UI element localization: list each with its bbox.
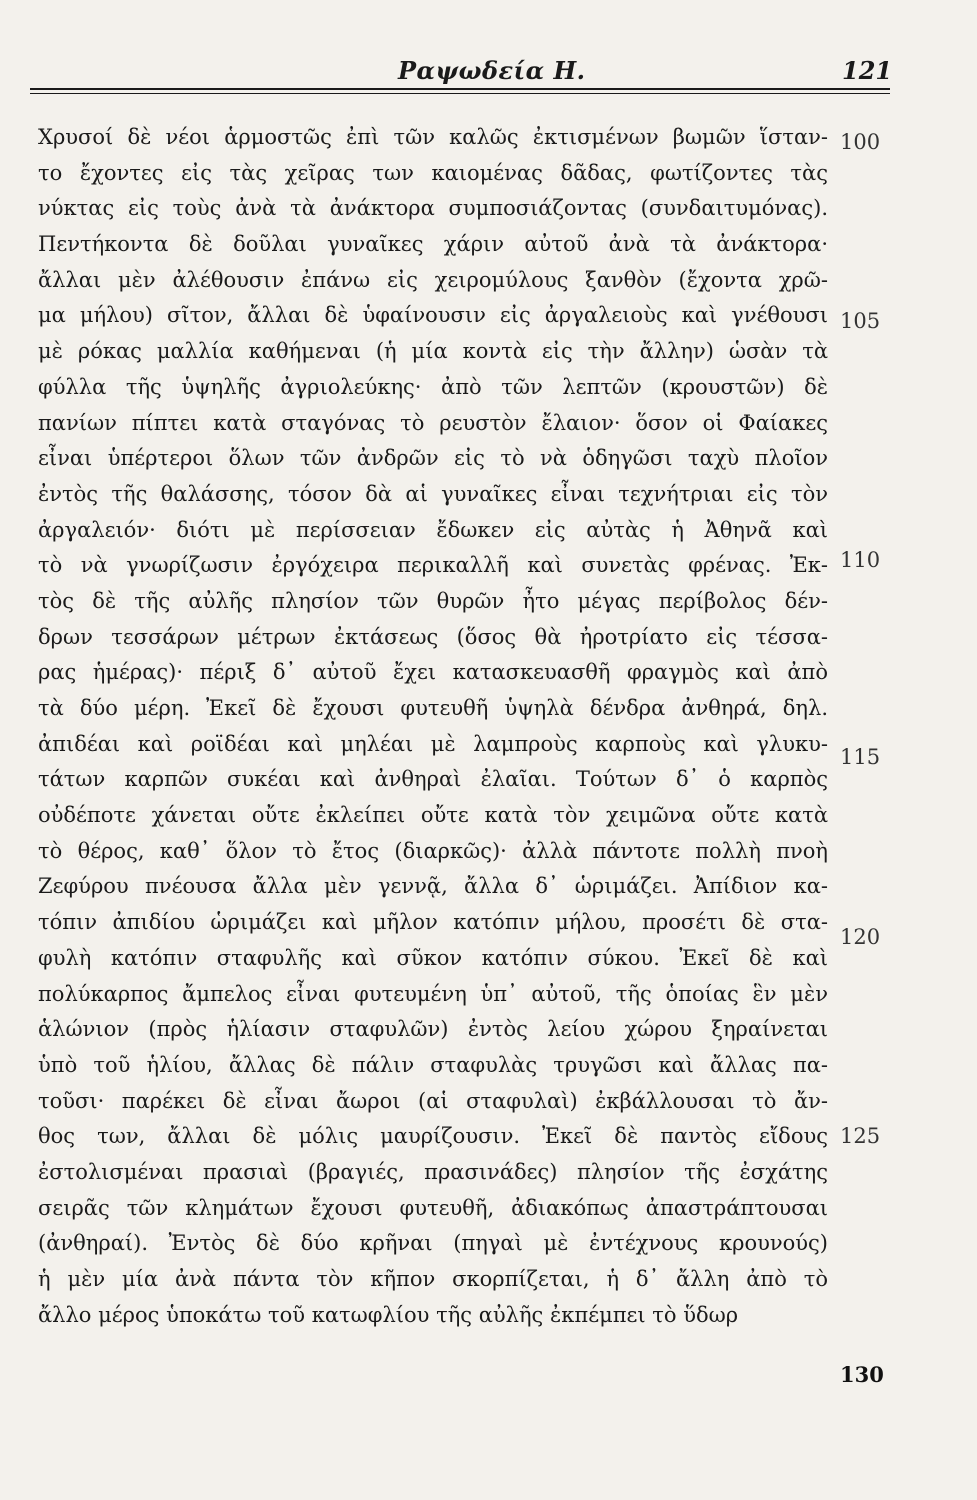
- text-line: τόπιν ἀπιδίου ὡριμάζει καὶ μῆλον κατόπιν μήλου, προσέτι δὲ στα-: [38, 910, 828, 935]
- text-line: ὑπὸ τοῦ ἡλίου, ἄλλας δὲ πάλιν σταφυλὰς τρυγῶσι καὶ ἄλλας πα-: [38, 1052, 828, 1077]
- text-line: ἡ μὲν μία ἀνὰ πάντα τὸν κῆπον σκορπίζεται, ἡ δ᾽ ἄλλη ἀπὸ τὸ: [38, 1267, 828, 1291]
- page-number: 121: [842, 56, 893, 85]
- header-rule-thin: [30, 93, 890, 94]
- page-header: [30, 50, 893, 96]
- text-line: εἶναι ὑπέρτεροι ὅλων τῶν ἀνδρῶν εἰς τὸ νὰ ὁδηγῶσι ταχὺ πλοῖον: [38, 446, 828, 471]
- text-line: φύλλα τῆς ὑψηλῆς ἀγριολεύκης· ἀπὸ τῶν λεπτῶν (κρουστῶν) δὲ: [38, 374, 828, 399]
- text-line: τὸ θέρος, καθ᾽ ὅλον τὸ ἔτος (διαρκῶς)· ἀλλὰ πάντοτε πολλὴ πνοὴ: [38, 838, 828, 863]
- text-line: πανίων πίπτει κατὰ σταγόνας τὸ ρευστὸν ἔλαιον· ὅσον οἱ Φαίακες: [38, 410, 828, 435]
- text-line: ἄλλαι μὲν ἀλέθουσιν ἐπάνω εἰς χειρομύλους ξανθὸν (ἔχοντα χρῶ-: [38, 267, 828, 292]
- text-line: οὐδέποτε χάνεται οὔτε ἐκλείπει οὔτε κατὰ τὸν χειμῶνα οὔτε κατὰ: [38, 803, 828, 828]
- text-line: φυλὴ κατόπιν σταφυλῆς καὶ σῦκον κατόπιν σύκου. Ἐκεῖ δὲ καὶ: [38, 945, 828, 970]
- text-line: μὲ ρόκας μαλλία καθήμεναι (ἡ μία κοντὰ εἰς τὴν ἄλλην) ὡσὰν τὰ: [38, 339, 828, 364]
- text-body: [38, 120, 828, 1333]
- line-number: 110: [840, 548, 881, 572]
- text-line: νύκτας εἰς τοὺς ἀνὰ τὰ ἀνάκτορα συμποσιάζοντας (συνδαιτυμόνας).: [38, 196, 828, 221]
- line-number: 125: [840, 1124, 881, 1148]
- line-number: 105: [840, 309, 881, 333]
- text-line: ἐστολισμέναι πρασιαὶ (βραγιές, πρασινάδες) πλησίον τῆς ἐσχάτης: [38, 1159, 828, 1184]
- text-line: ἀργαλειόν· διότι μὲ περίσσειαν ἔδωκεν εἰς αὐτὰς ἡ Ἀθηνᾶ καὶ: [38, 517, 828, 542]
- text-line: Ζεφύρου πνέουσα ἄλλα μὲν γεννᾷ, ἄλλα δ᾽ ὡριμάζει. Ἀπίδιον κα-: [38, 874, 828, 899]
- header-rule: [30, 88, 890, 90]
- text-line: ρας ἡμέρας)· πέριξ δ᾽ αὐτοῦ ἔχει κατασκευασθῆ φραγμὸς καὶ ἀπὸ: [38, 660, 828, 685]
- text-line: τὰ δύο μέρη. Ἐκεῖ δὲ ἔχουσι φυτευθῆ ὑψηλὰ δένδρα ἀνθηρά, δηλ.: [38, 696, 828, 720]
- text-line: τοῦσι· παρέκει δὲ εἶναι ἄωροι (αἱ σταφυλαὶ) ἐκβάλλουσαι τὸ ἄν-: [38, 1088, 828, 1113]
- line-number: 115: [840, 745, 881, 769]
- text-line: ἀπιδέαι καὶ ροϊδέαι καὶ μηλέαι μὲ λαμπροὺς καρποὺς καὶ γλυκυ-: [38, 731, 828, 756]
- text-line: Πεντήκοντα δὲ δοῦλαι γυναῖκες χάριν αὐτοῦ ἀνὰ τὰ ἀνάκτορα·: [38, 232, 828, 257]
- text-line: (ἀνθηραί). Ἐντὸς δὲ δύο κρῆναι (πηγαὶ μὲ ἐντέχνους κρουνούς): [38, 1231, 828, 1256]
- line-number: 100: [840, 130, 881, 154]
- text-line: ἄλλο μέρος ὑποκάτω τοῦ κατωφλίου τῆς αὐλῆς ἐκπέμπει τὸ ὕδωρ: [38, 1302, 739, 1327]
- line-number: 120: [840, 925, 881, 949]
- text-line: τάτων καρπῶν συκέαι καὶ ἀνθηραὶ ἐλαῖαι. Τούτων δ᾽ ὁ καρπὸς: [38, 767, 828, 792]
- text-line: ἐντὸς τῆς θαλάσσης, τόσον δὰ αἱ γυναῖκες εἶναι τεχνήτριαι εἰς τὸν: [38, 481, 828, 506]
- text-line: τὸς δὲ τῆς αὐλῆς πλησίον τῶν θυρῶν ἦτο μέγας περίβολος δέν-: [38, 588, 828, 613]
- text-line: δρων τεσσάρων μέτρων ἐκτάσεως (ὅσος θὰ ἠροτρίατο εἰς τέσσα-: [38, 624, 828, 649]
- line-number: 130: [840, 1362, 884, 1387]
- text-line: Χρυσοί δὲ νέοι ἁρμοστῶς ἐπὶ τῶν καλῶς ἐκτισμένων βωμῶν ἵσταν-: [38, 125, 828, 149]
- text-line: πολύκαρπος ἄμπελος εἶναι φυτευμένη ὑπ᾽ αὐτοῦ, τῆς ὁποίας ἓν μὲν: [38, 981, 828, 1006]
- chapter-title: Ραψωδεία Η.: [398, 56, 586, 85]
- text-line: το ἔχοντες εἰς τὰς χεῖρας των καιομένας δᾶδας, φωτίζοντες τὰς: [38, 160, 828, 185]
- text-line: σειρᾶς τῶν κλημάτων ἔχουσι φυτευθῆ, ἀδιακόπως ἀπαστράπτουσαι: [38, 1195, 828, 1220]
- text-line: θος των, ἄλλαι δὲ μόλις μαυρίζουσιν. Ἐκεῖ δὲ παντὸς εἴδους: [38, 1124, 828, 1149]
- text-line: τὸ νὰ γνωρίζωσιν ἐργόχειρα περικαλλῆ καὶ συνετὰς φρένας. Ἐκ-: [38, 553, 828, 578]
- text-line: μα μήλου) σῖτον, ἄλλαι δὲ ὑφαίνουσιν εἰς ἀργαλειοὺς καὶ γνέθουσι: [38, 303, 828, 328]
- text-line: ἁλώνιον (πρὸς ἡλίασιν σταφυλῶν) ἐντὸς λείου χώρου ξηραίνεται: [38, 1017, 828, 1042]
